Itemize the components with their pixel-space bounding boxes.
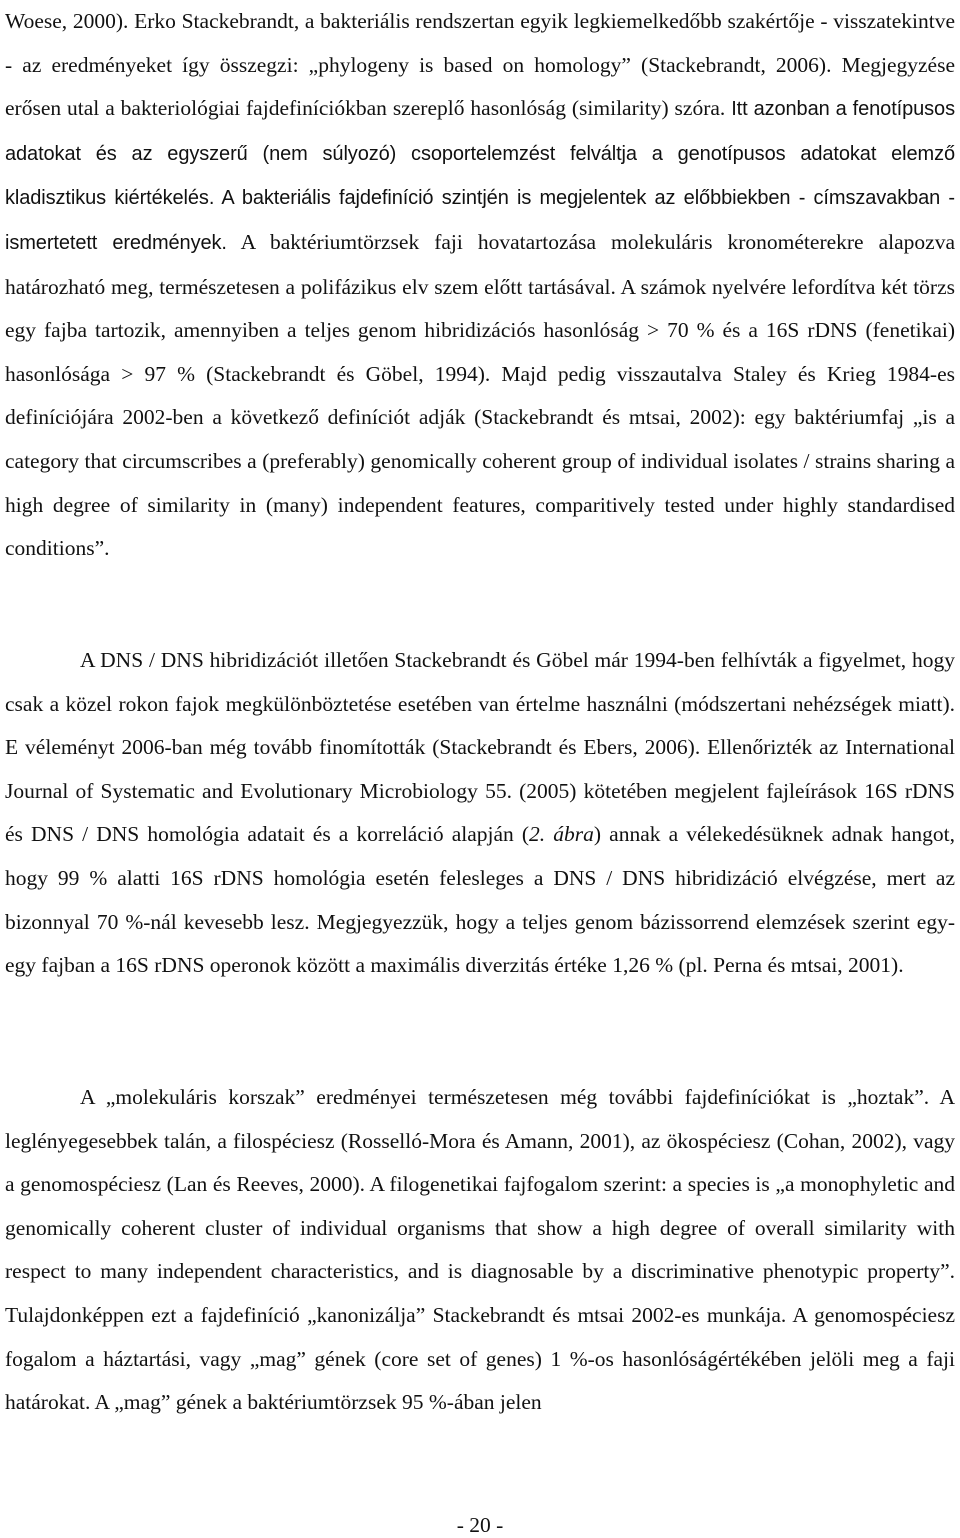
paragraph-text: A baktériumtörzsek faji hovatartozása molekuláris kronométerekre alapozva határozható meg, természetesen a polifázikus elv szem előtt tartásával. A számok nyelvére lefordítva két törzs egy fajba tartozik, amennyiben a teljes genom hibridizációs hasonlóság > 70 % és a 16S rDNS (fenetikai) hasonlósága > 97 % (Stackebrandt és Göbel, 1994). Majd pedig visszautalva Staley és Krieg 1984-es definíciójára 2002-ben a következő definíciót adják (Stackebrandt és mtsai, 2002): egy baktériumfaj „is a category that circumscribes a (preferably) genomically coherent group of individual isolates / strains sharing a high degree of similarity in (many) independent features, comparitively tested under highly standardised conditions”. — [5, 229, 955, 561]
paragraph-text: Woese, 2000). Erko Stackebrandt, a bakteriális rendszertan egyik legkiemelkedőbb szakértője - visszatekintve - az eredményeket így összegzi: „phylogeny is based on homology” (Stackebrandt, 2006). Megjegyzése erősen utal a bakteriológiai fajdefiníciókban szereplő hasonlóság (similarity) szóra. — [5, 9, 955, 121]
paragraph-text: A „molekuláris korszak” eredményei természetesen még további fajdefiníciókat is „hoztak”. A leglényegesebbek talán, a filospéciesz (Rosselló-Mora és Amann, 2001), az ökospéciesz (Cohan, 2002), vagy a genomospéciesz (Lan és Reeves, 2000). A filogenetikai fajfogalom szerint: a species is „a monophyletic and genomically coherent cluster of individual organisms that show a high degree of overall similarity with respect to many independent characteristics, and is diagnosable by a discriminative phenotypic property”. Tulajdonképpen ezt a fajdefiníció „kanonizálja” Stackebrandt és mtsai 2002-es munkája. A genomospéciesz fogalom a háztartási, vagy „mag” gének (core set of genes) 1 %-os hasonlóságértékében jelöli meg a faji határokat. A „mag” gének a baktériumtörzsek 95 %-ában jelen — [5, 1085, 955, 1415]
paragraph-species-definition — [5, 0, 955, 571]
figure-reference: 2. ábra — [529, 822, 594, 847]
paragraph-text: A DNS / DNS hibridizációt illetően Stackebrandt és Göbel már 1994-ben felhívták a figyelmet, hogy csak a közel rokon fajok megkülönböztetése esetében van értelme használni (módszertani nehézségek miatt). E véleményt 2006-ban még tovább finomították (Stackebrandt és Ebers, 2006). Ellenőrizték az International Journal of Systematic and Evolutionary Microbiology 55. (2005) kötetében megjelent fajleírások 16S rDNS és DNS / DNS homológia adatait és a korreláció alapján ( — [5, 648, 955, 847]
paragraph-text-sans: Itt azonban a fenotípusos adatokat és az egyszerű (nem súlyozó) csoportelemzést felváltja a genotípusos adatokat elemző kladisztikus kiértékelés. A bakteriális fajdefiníció szintjén is megjelentek az előbbiekben - címszavakban - ismertetett eredmények. — [5, 98, 955, 254]
page-number: - 20 - — [456, 1513, 504, 1537]
paragraph-molecular-era — [5, 1076, 955, 1425]
paragraph-text: ) annak a vélekedésüknek adnak hangot, hogy 99 % alatti 16S rDNS homológia esetén felesleges a DNS / DNS hibridizáció elvégzése, mert az bizonnyal 70 %-nál kevesebb lesz. Megjegyezzük, hogy a teljes genom bázissorrend elemzések szerint egy-egy fajban a 16S rDNS operonok között a maximális diverzitás értéke 1,26 % (pl. Perna és mtsai, 2001). — [5, 822, 955, 978]
paragraph-dna-hybridization — [5, 639, 955, 988]
